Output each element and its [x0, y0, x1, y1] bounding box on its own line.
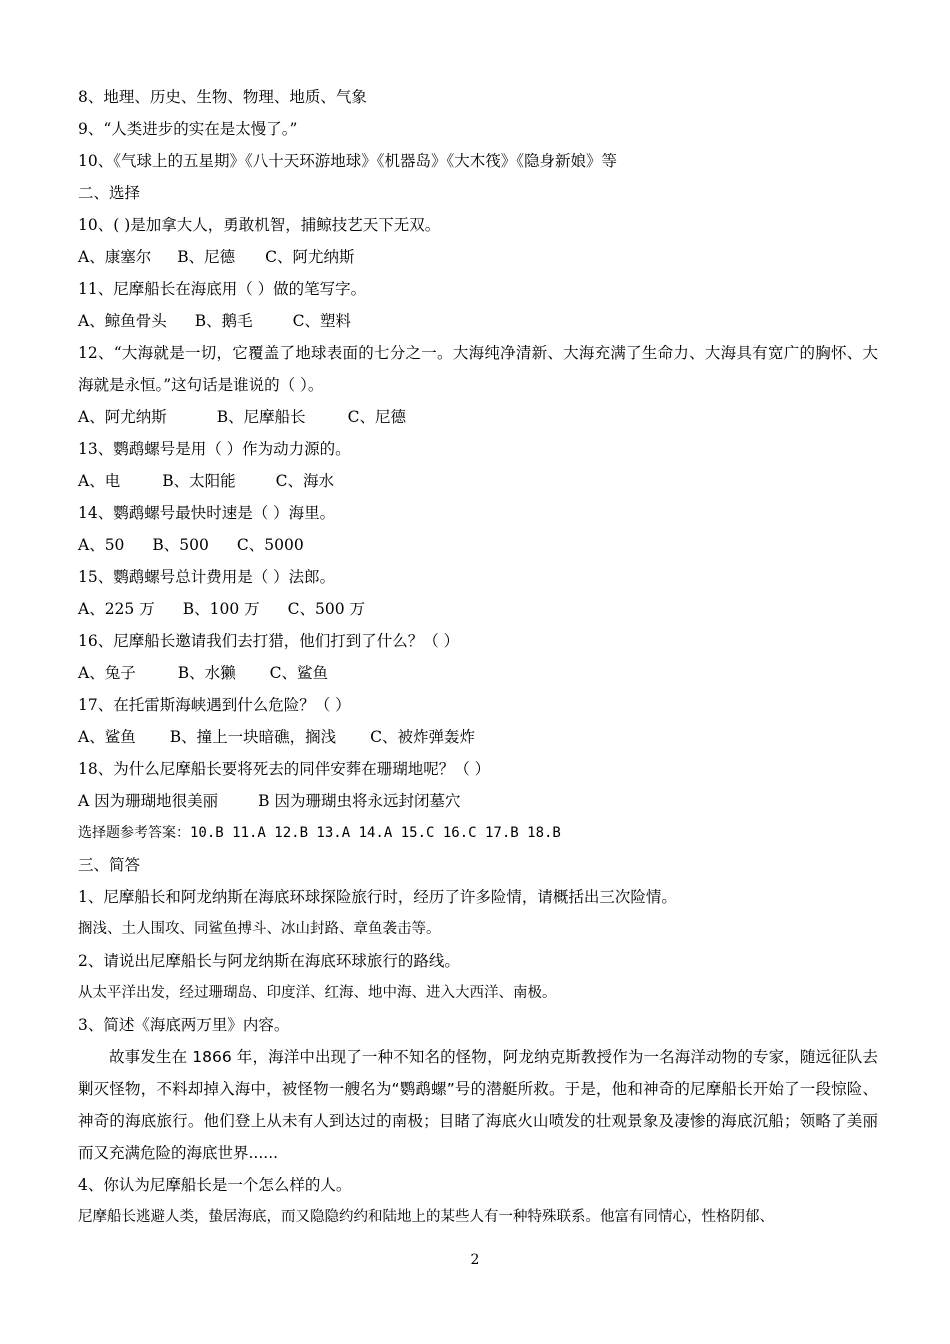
question-17: 17、在托雷斯海峡遇到什么危险？（ ） [78, 696, 351, 714]
option-c: C、阿尤纳斯 [265, 248, 355, 266]
option-b: B、尼德 [177, 248, 236, 266]
question-14-options [78, 535, 304, 555]
option-c: C、被炸弹轰炸 [370, 728, 475, 746]
answer-10: 10、《气球上的五星期》《八十天环游地球》《机器岛》《大木筏》《隐身新娘》等 [78, 152, 617, 170]
option-c: C、尼德 [347, 408, 406, 426]
question-13-options [78, 471, 334, 491]
answer-8: 8、地理、历史、生物、物理、地质、气象 [78, 88, 367, 106]
option-a: A 因为珊瑚地很美丽 [78, 792, 219, 810]
short-question-3: 3、简述《海底两万里》内容。 [78, 1016, 290, 1034]
question-16-options [78, 663, 328, 683]
question-14: 14、鹦鹉螺号最快时速是（ ）海里。 [78, 504, 336, 522]
option-c: C、鲨鱼 [269, 664, 328, 682]
question-17-options [78, 727, 475, 747]
question-10: 10、( )是加拿大人，勇敢机智，捕鲸技艺天下无双。 [78, 216, 441, 234]
answer-key: 选择题参考答案：10.B 11.A 12.B 13.A 14.A 15.C 16.C 17.B 18.B [78, 825, 561, 841]
option-b: B、鹅毛 [194, 312, 253, 330]
question-16: 16、尼摩船长邀请我们去打猎，他们打到了什么？（ ） [78, 632, 460, 650]
short-answer-2: 从太平洋出发，经过珊瑚岛、印度洋、红海、地中海、进入大西洋、南极。 [78, 985, 557, 1001]
page-number: 2 [470, 1252, 480, 1268]
option-b: B、尼摩船长 [216, 408, 306, 426]
short-answer-3: 故事发生在 1866 年，海洋中出现了一种不知名的怪物，阿龙纳克斯教授作为一名海洋动物的专家，随远征队去剿灭怪物，不料却掉入海中，被怪物一艘名为“鹦鹉螺”号的潜艇所救。于是，他和神奇的尼摩船长开始了一段惊险、神奇的海底旅行。他们登上从未有人到达过的南极；目睹了海底火山喷发的壮观景象及凄惨的海底沉船；领略了美丽而又充满危险的海底世界...... [78, 1048, 878, 1162]
short-question-4: 4、你认为尼摩船长是一个怎么样的人。 [78, 1176, 352, 1194]
question-15-options [78, 599, 365, 619]
option-b: B、500 [152, 536, 209, 554]
short-answer-1: 搁浅、土人围攻、同鲨鱼搏斗、冰山封路、章鱼袭击等。 [78, 921, 441, 937]
option-c: C、海水 [275, 472, 334, 490]
question-12-options [78, 407, 406, 427]
option-a: A、鲨鱼 [78, 728, 136, 746]
option-b: B、100 万 [182, 600, 260, 618]
question-10-options [78, 247, 354, 267]
option-a: A、电 [78, 472, 121, 490]
option-a: A、兔子 [78, 664, 136, 682]
option-b: B、太阳能 [162, 472, 236, 490]
option-c: C、5000 [236, 536, 304, 554]
section-heading-choice: 二、选择 [78, 184, 141, 202]
question-18: 18、为什么尼摩船长要将死去的同伴安葬在珊瑚地呢？（ ） [78, 760, 491, 778]
option-b: B、撞上一块暗礁，搁浅 [169, 728, 337, 746]
answer-9: 9、“人类进步的实在是太慢了。” [78, 120, 298, 138]
question-18-options [78, 791, 460, 811]
option-a: A、康塞尔 [78, 248, 152, 266]
short-question-2: 2、请说出尼摩船长与阿龙纳斯在海底环球旅行的路线。 [78, 952, 460, 970]
option-b: B、水獭 [177, 664, 236, 682]
question-11-options [78, 311, 351, 331]
option-c: C、500 万 [287, 600, 365, 618]
option-a: A、阿尤纳斯 [78, 408, 167, 426]
option-a: A、225 万 [78, 600, 155, 618]
short-question-1: 1、尼摩船长和阿龙纳斯在海底环球探险旅行时，经历了许多险情，请概括出三次险情。 [78, 888, 677, 906]
question-15: 15、鹦鹉螺号总计费用是（ ）法郎。 [78, 568, 336, 586]
question-11: 11、尼摩船长在海底用（ ）做的笔写字。 [78, 280, 367, 298]
option-c: C、塑料 [292, 312, 351, 330]
question-13: 13、鹦鹉螺号是用（ ）作为动力源的。 [78, 440, 351, 458]
question-12: 12、“大海就是一切，它覆盖了地球表面的七分之一。大海纯净清新、大海充满了生命力、大海具有宽广的胸怀、大海就是永恒。”这句话是谁说的（ ）。 [78, 344, 878, 394]
section-heading-short-answer: 三、简答 [78, 856, 141, 874]
option-b: B 因为珊瑚虫将永远封闭墓穴 [258, 792, 461, 810]
option-a: A、鲸鱼骨头 [78, 312, 167, 330]
short-answer-4: 尼摩船长逃避人类，蛰居海底，而又隐隐约约和陆地上的某些人有一种特殊联系。他富有同情心，性格阴郁、 [78, 1209, 774, 1225]
option-a: A、50 [78, 536, 125, 554]
